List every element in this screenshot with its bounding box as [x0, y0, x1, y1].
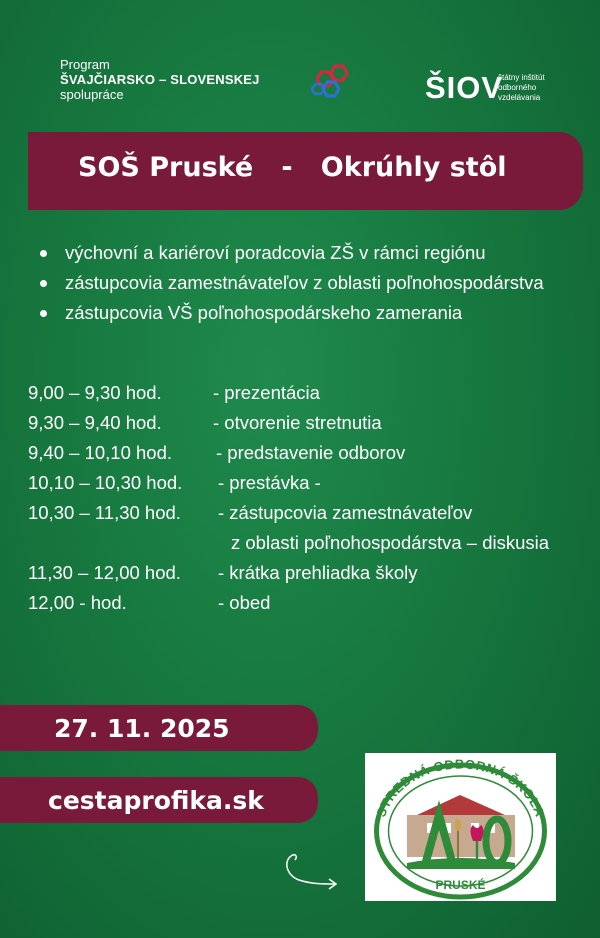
school-arc-text: STREDNÁ ODBORNÁ ŠKOLA	[373, 756, 548, 819]
siov-subtitle	[498, 73, 545, 103]
siov-sub-1: štátny inštitút	[498, 73, 545, 82]
schedule-time: 9,40 – 10,10 hod.	[28, 442, 173, 463]
schedule-time: 12,00 - hod.	[28, 592, 127, 613]
siov-logo: ŠIOV	[425, 70, 504, 105]
schedule-desc: - otvorenie stretnutia	[213, 412, 382, 433]
program-line-2: ŠVAJČIARSKO – SLOVENSKEJ	[60, 72, 260, 87]
curved-arrow-icon	[283, 850, 341, 892]
siov-sub-2: odborného	[498, 83, 537, 92]
schedule-desc: - krátka prehliadka školy	[218, 562, 418, 583]
schedule-desc: - zástupcovia zamestnávateľov	[218, 502, 473, 523]
audience-item: zástupcovia VŠ poľnohospodárskeho zamerania	[40, 298, 544, 328]
website-link[interactable]: cestaprofika.sk	[48, 786, 264, 815]
schedule-time: 9,30 – 9,40 hod.	[28, 412, 162, 433]
audience-list	[40, 238, 544, 328]
program-line-3: spolupráce	[60, 87, 124, 102]
svg-text:STREDNÁ ODBORNÁ ŠKOLA	[373, 757, 548, 819]
schedule-desc: - predstavenie odborov	[216, 442, 406, 463]
siov-sub-3: vzdelávania	[498, 93, 541, 102]
schedule-time: 9,00 – 9,30 hod.	[28, 382, 162, 403]
program-line-1: Program	[60, 57, 110, 72]
schedule-desc: - prezentácia	[213, 382, 320, 403]
schedule-time: 10,30 – 11,30 hod.	[28, 502, 181, 523]
audience-item: výchovní a kariéroví poradcovia ZŠ v rámci regiónu	[40, 238, 544, 268]
program-logo-text	[60, 57, 260, 102]
school-town-text: PRUSKÉ	[435, 878, 486, 892]
schedule-time: 11,30 – 12,00 hod.	[28, 562, 181, 583]
schedule-desc: z oblasti poľnohospodárstva – diskusia	[231, 532, 550, 553]
audience-item: zástupcovia zamestnávateľov z oblasti poľnohospodárstva	[40, 268, 544, 298]
school-logo	[365, 753, 556, 901]
event-date: 27. 11. 2025	[54, 714, 230, 743]
school-logo-text-layer	[365, 753, 556, 901]
schedule-time: 10,10 – 10,30 hod.	[28, 472, 183, 493]
schedule-desc: - obed	[218, 592, 271, 613]
page-title: SOŠ Pruské - Okrúhly stôl	[78, 152, 507, 183]
hexagon-rings-icon	[309, 62, 355, 104]
schedule-desc: - prestávka -	[218, 472, 321, 493]
